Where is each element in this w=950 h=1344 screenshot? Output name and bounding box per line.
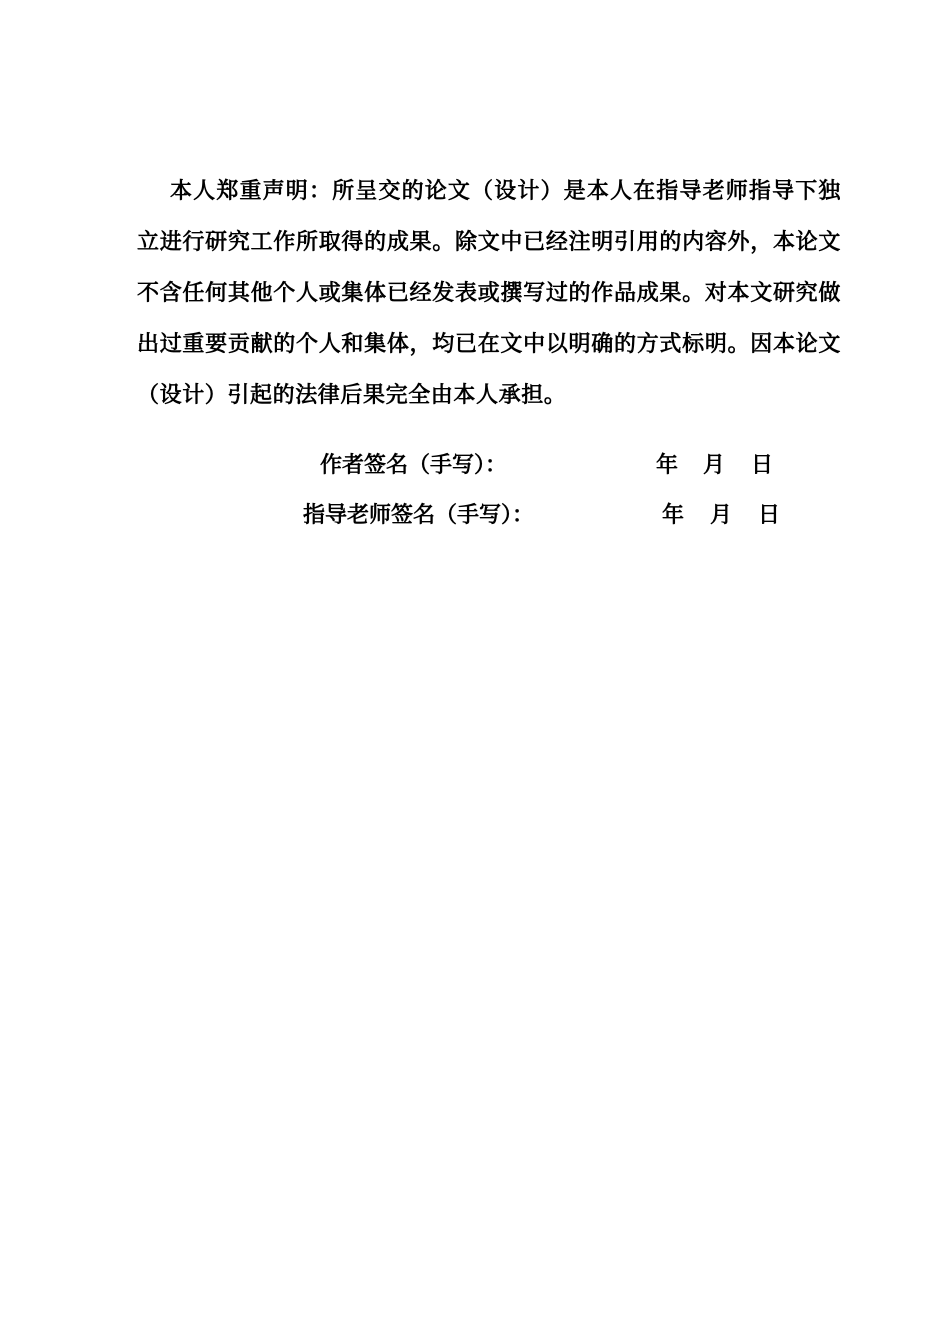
author-date-day: 日 bbox=[751, 453, 774, 478]
advisor-signature-row bbox=[303, 501, 534, 531]
declaration-paragraph: 本人郑重声明：所呈交的论文（设计）是本人在指导老师指导下独立进行研究工作所取得的成果。除文中已经注明引用的内容外，本论文不含任何其他个人或集体已经发表或撰写过的作品成果。对本文研究做出过重要贡献的个人和集体，均已在文中以明确的方式标明。因本论文（设计）引起的法律后果完全由本人承担。 bbox=[137, 179, 841, 408]
advisor-signature-label: 指导老师签名（手写）： bbox=[303, 503, 535, 528]
advisor-date-month: 月 bbox=[710, 503, 733, 528]
author-date-year: 年 bbox=[656, 453, 679, 478]
advisor-date-day: 日 bbox=[758, 503, 781, 528]
author-date-month: 月 bbox=[703, 453, 726, 478]
author-signature-row bbox=[320, 451, 507, 481]
author-signature-label: 作者签名（手写）： bbox=[320, 453, 508, 478]
advisor-date-year: 年 bbox=[662, 503, 685, 528]
